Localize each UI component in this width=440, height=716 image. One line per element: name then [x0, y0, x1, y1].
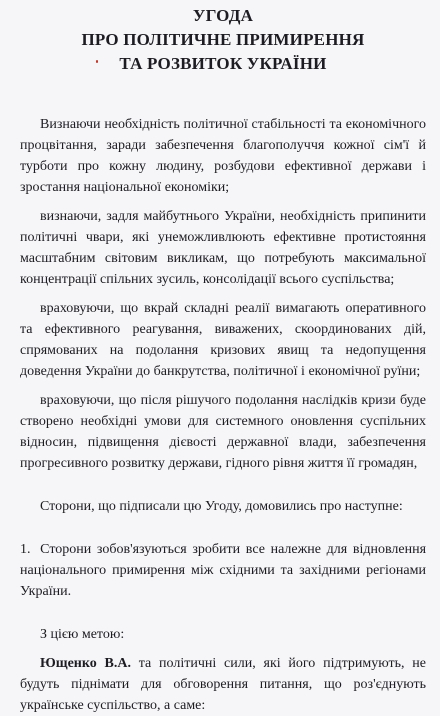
final-paragraph-text: та політичні сили, які його підтримують, не будуть піднімати для обговорення питання, що роз'єднують українське суспільство, а саме:	[20, 656, 426, 713]
agreement-point-1	[20, 539, 426, 602]
document-title	[20, 0, 426, 76]
preamble-paragraph-1: Визнаючи необхідність політичної стабільності та економічного процвітання, заради забезпечення благополуччя кожної сім'ї й турботи про кожну людину, розбудови ефективної держави і зростання національної економіки;	[20, 117, 426, 195]
preamble-paragraph-3: враховуючи, що вкрай складні реалії вимагають оперативного та ефективного реагування, виважених, скоординованих дій, спрямованих на подолання кризових явищ та недопущення доведення України до банкрутства, політичної і економічної руїни;	[20, 301, 426, 379]
document-body	[20, 114, 426, 716]
preamble-paragraph-4: враховуючи, що після рішучого подолання наслідків кризи буде створено необхідні умови для системного оновлення суспільних відносин, підвищення дієвості державної влади, забезпечення прогресивного розвитку держави, гідного рівня життя її громадян,	[20, 393, 426, 471]
title-line-1: УГОДА	[192, 6, 254, 25]
agreement-intro: Сторони, що підписали цю Угоду, домовились про наступне:	[40, 499, 403, 514]
purpose-line: З цією метою:	[40, 627, 125, 642]
final-paragraph	[20, 653, 426, 716]
ink-speck	[96, 60, 98, 63]
point-number: 1.	[20, 542, 31, 557]
party-name: Ющенко В.А.	[40, 656, 131, 671]
title-line-2: ПРО ПОЛІТИЧНЕ ПРИМИРЕННЯ	[81, 30, 365, 49]
title-line-3: ТА РОЗВИТОК УКРАЇНИ	[119, 54, 327, 73]
point-text: Сторони зобов'язуються зробити все належне для відновлення національного примирення між східними та західними регіонами України.	[20, 542, 427, 599]
preamble-paragraph-2: визнаючи, задля майбутнього України, необхідність припинити політичні чвари, які унеможливлюють ефективне протистояння масштабним світовим викликам, що потребують максимальної концентрації спільних зусиль, консолідації всього суспільства;	[20, 209, 426, 287]
